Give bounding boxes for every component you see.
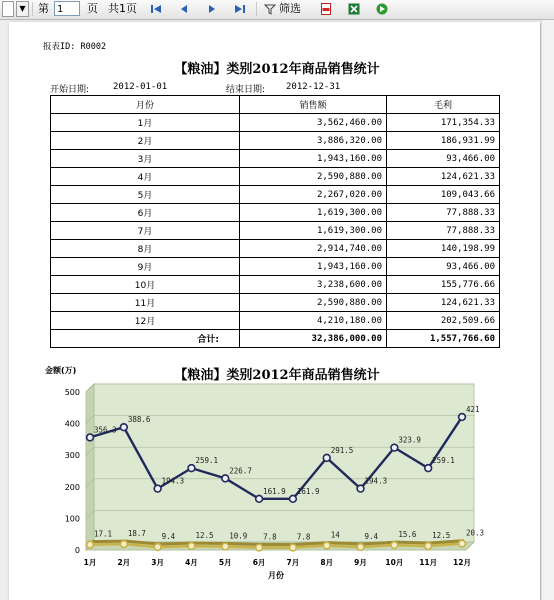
data-label: 259.1 <box>432 456 455 466</box>
x-axis-title: 月份 <box>268 571 284 580</box>
y-tick-label: 300 <box>64 451 80 461</box>
data-point <box>87 434 94 441</box>
sales-cell: 2,590,880.00 <box>240 294 387 312</box>
data-point <box>154 544 161 551</box>
table-row <box>51 276 500 294</box>
prev-page-icon[interactable] <box>178 3 190 15</box>
y-tick-label: 0 <box>74 546 80 555</box>
toolbar-divider <box>32 2 33 16</box>
vertical-scrollbar[interactable] <box>541 20 554 600</box>
dropdown-arrow-icon[interactable]: ▼ <box>16 1 29 17</box>
next-page-icon[interactable] <box>206 3 218 15</box>
data-label: 15.6 <box>398 530 417 540</box>
month-cell: 8月 <box>51 240 240 258</box>
sales-cell: 1,619,300.00 <box>240 222 387 240</box>
data-point <box>459 414 466 421</box>
sales-cell: 3,886,320.00 <box>240 132 387 150</box>
x-tick-label: 2月 <box>117 558 131 567</box>
profit-cell: 93,466.00 <box>387 150 500 168</box>
chart-title: 【粮油】类别2012年商品销售统计 <box>174 368 380 383</box>
data-label: 388.6 <box>127 415 151 425</box>
data-label: 194.3 <box>161 476 185 486</box>
table-row <box>51 312 500 330</box>
month-cell: 7月 <box>51 222 240 240</box>
profit-cell: 155,776.66 <box>387 276 500 294</box>
data-point <box>323 454 330 461</box>
excel-export-icon[interactable] <box>348 3 360 15</box>
data-label: 194.3 <box>364 476 388 486</box>
table-row <box>51 240 500 258</box>
filter-icon[interactable] <box>264 3 276 15</box>
report-id: 报表ID: R0002 <box>43 42 107 52</box>
sales-cell: 4,210,180.00 <box>240 312 387 330</box>
x-tick-label: 1月 <box>83 558 97 567</box>
column-header-sales: 销售额 <box>240 96 387 114</box>
y-tick-label: 500 <box>64 388 80 397</box>
toolbar-divider <box>256 2 257 16</box>
total-label: 合计: <box>51 330 240 348</box>
x-tick-label: 6月 <box>252 558 266 567</box>
data-label: 10.9 <box>229 531 248 541</box>
table-total-row <box>51 330 500 348</box>
data-point <box>290 495 297 502</box>
refresh-icon[interactable] <box>376 3 388 15</box>
profit-cell: 93,466.00 <box>387 258 500 276</box>
month-cell: 10月 <box>51 276 240 294</box>
data-point <box>391 542 398 549</box>
y-tick-label: 200 <box>64 482 80 492</box>
sales-cell: 3,238,600.00 <box>240 276 387 294</box>
profit-cell: 124,621.33 <box>387 168 500 186</box>
month-cell: 6月 <box>51 204 240 222</box>
profit-cell: 109,043.66 <box>387 186 500 204</box>
data-label: 7.8 <box>263 532 277 542</box>
data-point <box>357 544 364 551</box>
data-label: 291.5 <box>330 445 354 455</box>
table-row <box>51 150 500 168</box>
data-point <box>357 485 364 492</box>
data-point <box>425 543 432 550</box>
data-point <box>87 541 94 548</box>
data-point <box>290 544 297 551</box>
month-cell: 4月 <box>51 168 240 186</box>
data-label: 323.9 <box>398 435 421 445</box>
profit-cell: 186,931.99 <box>387 132 500 150</box>
month-cell: 3月 <box>51 150 240 168</box>
month-cell: 1月 <box>51 114 240 132</box>
sales-line-chart <box>36 362 506 600</box>
sales-cell: 3,562,460.00 <box>240 114 387 132</box>
data-point <box>459 540 466 547</box>
sales-cell: 2,590,880.00 <box>240 168 387 186</box>
table-row <box>51 294 500 312</box>
data-label: 17.1 <box>94 529 113 539</box>
end-date-label: 结束日期: <box>226 85 266 95</box>
data-point <box>120 541 127 548</box>
page-suffix-label: 页 <box>87 2 98 15</box>
x-tick-label: 10月 <box>385 558 404 567</box>
month-cell: 5月 <box>51 186 240 204</box>
table-row <box>51 204 500 222</box>
table-row <box>51 132 500 150</box>
data-label: 421 <box>466 404 480 414</box>
profit-cell: 140,198.99 <box>387 240 500 258</box>
data-label: 9.4 <box>364 532 379 542</box>
data-label: 9.4 <box>161 532 176 542</box>
table-row <box>51 168 500 186</box>
profit-cell: 77,888.33 <box>387 222 500 240</box>
data-label: 161.9 <box>263 486 286 496</box>
data-label: 226.7 <box>229 466 252 476</box>
profit-cell: 171,354.33 <box>387 114 500 132</box>
data-point <box>391 444 398 451</box>
x-tick-label: 9月 <box>354 558 367 567</box>
end-date-value: 2012-12-31 <box>286 82 341 92</box>
sales-cell: 2,267,020.00 <box>240 186 387 204</box>
table-header-row <box>51 96 500 114</box>
table-row <box>51 222 500 240</box>
data-point <box>256 495 263 502</box>
data-label: 12.5 <box>195 531 214 541</box>
filter-button-label[interactable]: 筛选 <box>279 2 301 15</box>
profit-cell: 124,621.33 <box>387 294 500 312</box>
data-point <box>120 424 127 431</box>
chart-y-axis-title: 金额(万) <box>45 366 77 375</box>
x-tick-label: 11月 <box>419 558 438 567</box>
sales-table <box>50 95 500 348</box>
pdf-export-icon[interactable] <box>320 3 332 15</box>
x-tick-label: 5月 <box>218 558 232 567</box>
report-title: 【粮油】类别2012年商品销售统计 <box>174 62 380 77</box>
start-date-value: 2012-01-01 <box>113 82 168 92</box>
month-cell: 11月 <box>51 294 240 312</box>
data-label: 259.1 <box>195 456 219 466</box>
sales-cell: 1,943,160.00 <box>240 150 387 168</box>
x-tick-label: 8月 <box>320 558 334 567</box>
data-label: 12.5 <box>432 531 451 541</box>
page-number-input[interactable]: 1 <box>54 1 80 16</box>
data-point <box>154 485 161 492</box>
last-page-icon[interactable] <box>234 3 246 15</box>
sales-cell: 1,619,300.00 <box>240 204 387 222</box>
total-sales: 32,386,000.00 <box>240 330 387 348</box>
data-label: 18.7 <box>127 529 146 539</box>
month-cell: 2月 <box>51 132 240 150</box>
x-tick-label: 4月 <box>185 558 198 567</box>
month-cell: 9月 <box>51 258 240 276</box>
data-label: 356.3 <box>94 425 117 435</box>
data-point <box>425 465 432 472</box>
data-point <box>323 542 330 549</box>
y-tick-label: 400 <box>64 419 80 429</box>
column-header-profit: 毛利 <box>387 96 500 114</box>
table-row <box>51 258 500 276</box>
data-point <box>188 465 195 472</box>
table-row <box>51 114 500 132</box>
first-page-icon[interactable] <box>150 3 162 15</box>
profit-cell: 77,888.33 <box>387 204 500 222</box>
total-profit: 1,557,766.60 <box>387 330 500 348</box>
y-tick-label: 100 <box>64 514 80 524</box>
data-point <box>256 544 263 551</box>
data-point <box>222 543 229 550</box>
sales-cell: 2,914,740.00 <box>240 240 387 258</box>
x-tick-label: 3月 <box>151 558 164 567</box>
data-label: 20.3 <box>466 528 485 538</box>
report-toolbar <box>0 0 554 20</box>
data-point <box>188 543 195 550</box>
start-date-label: 开始日期: <box>50 85 90 95</box>
x-tick-label: 12月 <box>453 558 471 567</box>
sales-cell: 1,943,160.00 <box>240 258 387 276</box>
x-tick-label: 7月 <box>286 558 300 567</box>
page-prefix-label: 第 <box>38 2 49 15</box>
total-pages-label: 共1页 <box>108 2 137 15</box>
data-label: 161.9 <box>296 486 320 496</box>
table-row <box>51 186 500 204</box>
profit-cell: 202,509.66 <box>387 312 500 330</box>
zoom-select[interactable] <box>2 1 14 17</box>
plot-side-wall <box>86 384 94 550</box>
data-label: 7.8 <box>296 532 311 542</box>
month-cell: 12月 <box>51 312 240 330</box>
column-header-month: 月份 <box>51 96 240 114</box>
plot-background <box>94 384 474 542</box>
data-label: 14 <box>330 530 340 540</box>
data-point <box>222 475 229 482</box>
